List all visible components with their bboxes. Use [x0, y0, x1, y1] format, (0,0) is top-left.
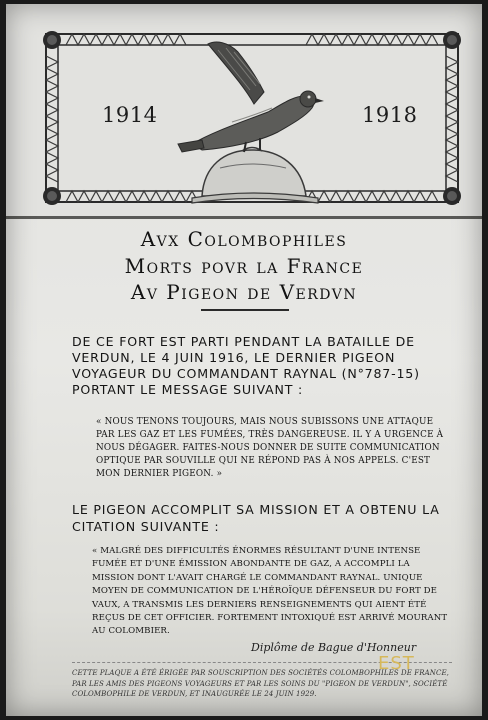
- heading-line-1: Avx Colombophiles: [140, 227, 348, 251]
- heading-divider: [201, 309, 289, 311]
- dedication-footer: CETTE PLAQUE A ÉTÉ ÉRIGÉE PAR SOUSCRIPTION DES SOCIÉTÉS COLOMBOPHILES DE FRANCE, PAR LES AMIS DES PIGEONS VOYAGEURS ET PAR LES SOINS DU "PIGEON DE VERDUN", SOCIÉTÉ COLOMBOPHILE DE VERDUN, ET INAUGURÉE LE 24 JUIN 1929.: [72, 669, 449, 698]
- pigeon-icon: [178, 42, 324, 152]
- helmet-icon: [192, 148, 318, 204]
- intro-paragraph: DE CE FORT EST PARTI PENDANT LA BATAILLE DE VERDUN, LE 4 JUIN 1916, LE DERNIER PIGEON VOYAGEUR DU COMMANDANT RAYNAL (N°787-15) PORTANT LE MESSAGE SUIVANT :: [72, 334, 420, 397]
- pigeon-message: « NOUS TENONS TOUJOURS, MAIS NOUS SUBISSONS UNE ATTAQUE PAR LES GAZ ET LES FUMÉES, TRÈS DANGEREUSE. IL Y A URGENCE À NOUS DÉGAGER. FAITES-NOUS DONNER DE SUITE COMMUNICATION OPTIQUE PAR SOUVILLE QUI NE RÉPOND PAS À NOS APPELS. C'EST MON DERNIER PIGEON. »: [96, 417, 444, 479]
- year-start: 1914: [102, 103, 158, 127]
- decorative-header-panel: [6, 4, 482, 219]
- year-end: 1918: [362, 103, 418, 127]
- heading-line-3: Av Pigeon de Verdvn: [130, 280, 358, 304]
- outcome-paragraph: LE PIGEON ACCOMPLIT SA MISSION ET A OBTENU LA CITATION SUIVANTE :: [72, 502, 440, 534]
- citation-text: « MALGRÉ DES DIFFICULTÉS ÉNORMES RÉSULTANT D'UNE INTENSE FUMÉE ET D'UNE ÉMISSION ABONDANTE DE GAZ, A ACCOMPLI LA MISSION DONT L'AVAIT CHARGÉ LE COMMANDANT RAYNAL. UNIQUE MOYEN DE COMMUNICATION DE L'HÉROÏQUE DÉFENSEUR DU FORT DE VAUX, A TRANSMIS LES DERNIERS RENSEIGNEMENTS QUI AIENT ÉTÉ REÇUS DE CET OFFICIER. FORTEMENT INTOXIQUÉ EST ARRIVÉ MOURANT AU COLOMBIER.: [92, 546, 448, 637]
- diploma-line: Diplôme de Bague d'Honneur: [251, 641, 417, 654]
- watermark-label: EST: [378, 653, 415, 674]
- memorial-plaque: [6, 4, 482, 716]
- heading-line-2: Morts povr la France: [124, 254, 364, 278]
